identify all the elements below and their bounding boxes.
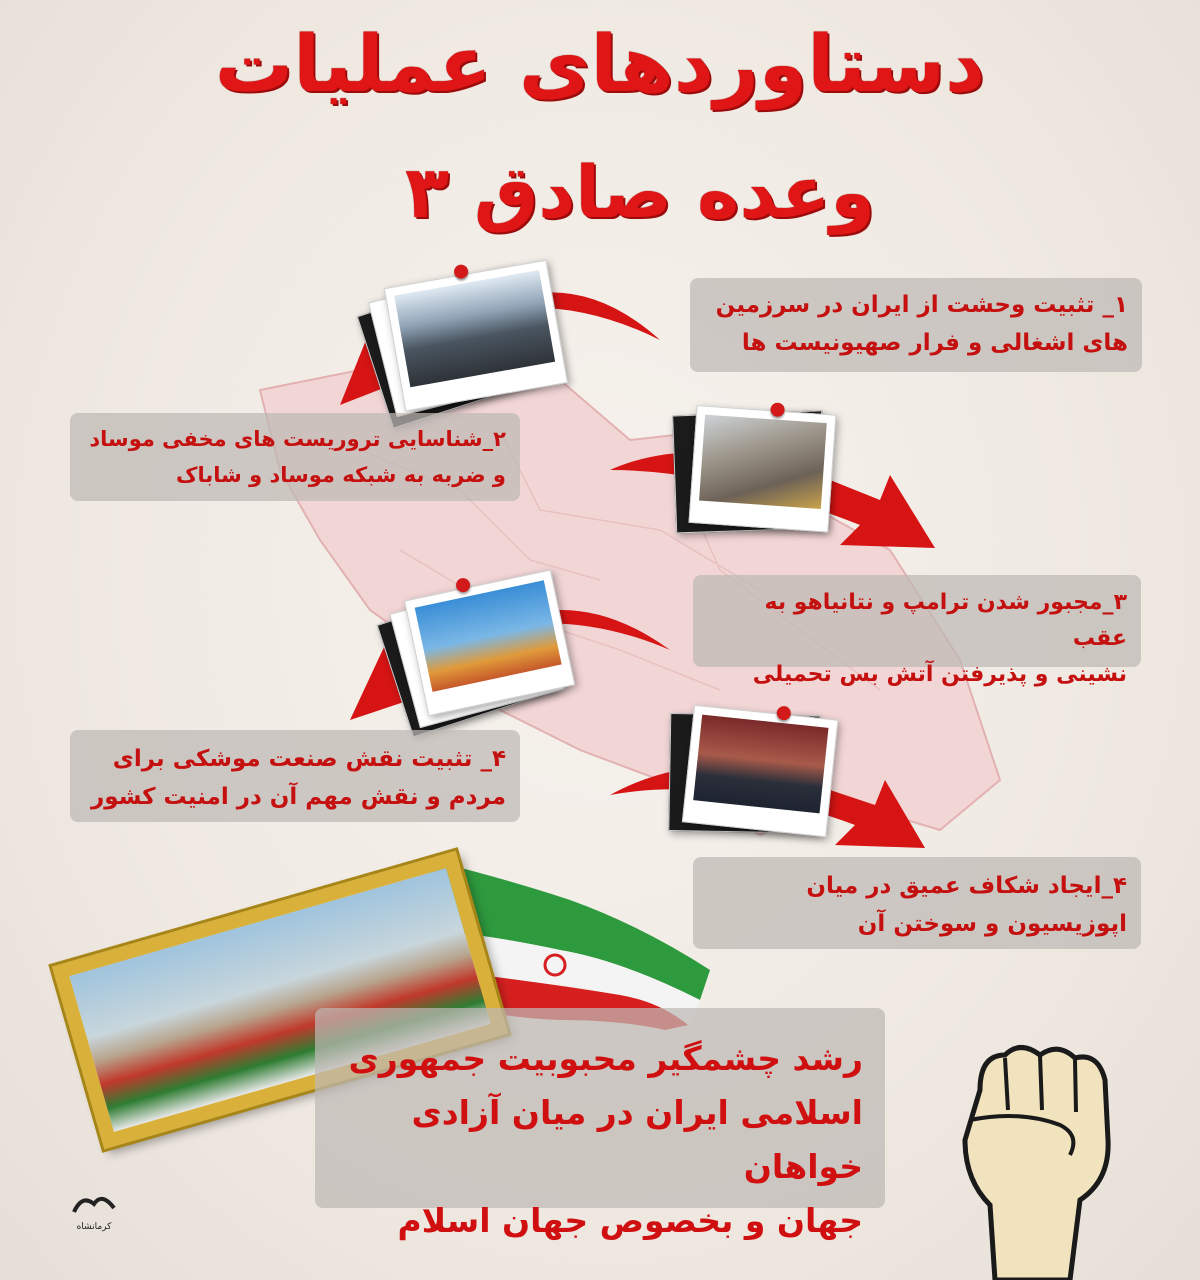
item-4-line1: ۴_ تثبیت نقش صنعت موشکی برای xyxy=(112,746,506,772)
main-subtitle: وعده صادق ۳ xyxy=(404,150,876,234)
conclusion-line1: رشد چشمگیر محبوبیت جمهوری xyxy=(348,1039,863,1078)
item-2-line2: و ضربه به شبکه موساد و شاباک xyxy=(175,463,506,487)
publisher-logo-icon xyxy=(68,1190,120,1218)
item-2-line1: ۲_شناسایی تروریست های مخفی موساد xyxy=(89,427,506,451)
raised-fist-icon xyxy=(940,1030,1130,1280)
damaged-building-photo xyxy=(688,405,836,532)
achievement-item-1 xyxy=(690,278,1142,372)
achievement-item-3 xyxy=(693,575,1141,687)
achievement-item-5 xyxy=(693,857,1141,949)
item-3-line2: نشینی و پذیرفتن آتش بس تحمیلی xyxy=(752,662,1127,687)
conclusion-line2: اسلامی ایران در میان آزادی خواهان xyxy=(411,1093,863,1186)
publisher-logo-text: کرمانشاه xyxy=(76,1222,112,1232)
crowd-street-photo xyxy=(384,260,568,412)
item-1-line2: های اشغالی و فرار صهیونیست ها xyxy=(741,330,1128,356)
photo-stack-4 xyxy=(669,703,852,850)
photo-stack-2 xyxy=(676,404,855,546)
item-5-line2: اپوزیسیون و سوختن آن xyxy=(857,911,1127,937)
publisher-logo xyxy=(68,1190,120,1230)
item-3-line1: ۳_مجبور شدن ترامپ و نتانیاهو به عقب xyxy=(764,590,1127,651)
portrait-photo xyxy=(682,705,839,838)
achievement-item-4 xyxy=(70,730,520,822)
conclusion-line3: جهان و بخصوص جهان اسلام xyxy=(397,1201,863,1240)
achievement-item-2 xyxy=(70,413,520,501)
main-title: دستاوردهای عملیات xyxy=(214,20,986,110)
conclusion-box xyxy=(315,1008,885,1240)
item-5-line1: ۴_ایجاد شکاف عمیق در میان xyxy=(806,873,1127,899)
item-4-line2: مردم و نقش مهم آن در امنیت کشور xyxy=(91,784,506,810)
item-1-line1: ۱_ تثبیت وحشت از ایران در سرزمین xyxy=(715,292,1128,318)
